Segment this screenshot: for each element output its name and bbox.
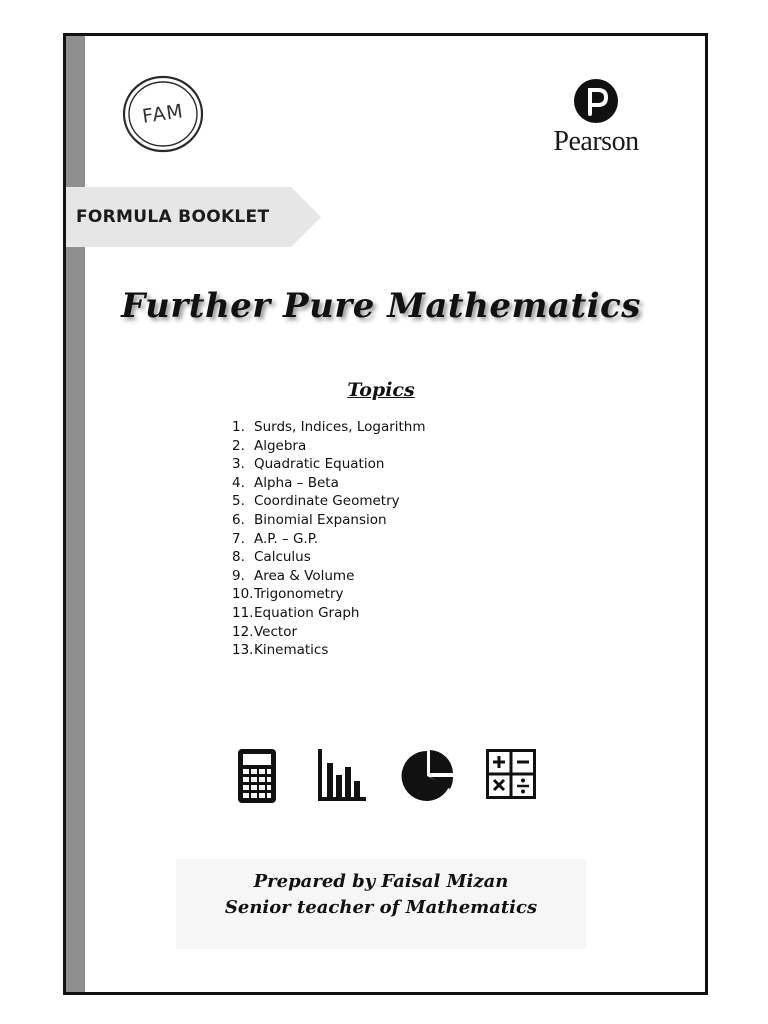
fam-logo-text: FAM bbox=[140, 100, 186, 128]
calculator-icon bbox=[238, 749, 276, 803]
list-item-label: Area & Volume bbox=[254, 567, 355, 584]
page-title: Further Pure Mathematics bbox=[121, 286, 641, 326]
list-item-number: 7. bbox=[232, 530, 245, 547]
list-item-number: 8. bbox=[232, 549, 245, 566]
list-item bbox=[232, 437, 492, 456]
list-item bbox=[232, 585, 492, 604]
pearson-logo bbox=[540, 78, 652, 168]
booklet-cover bbox=[63, 33, 708, 995]
list-item-label: Vector bbox=[254, 623, 298, 640]
pie-chart-icon bbox=[400, 749, 454, 803]
banner-label: FORMULA BOOKLET bbox=[76, 207, 270, 227]
list-item-label: Calculus bbox=[254, 549, 311, 566]
list-item-number: 12. bbox=[232, 623, 254, 640]
topics-heading: Topics bbox=[347, 379, 415, 401]
list-item-number: 10. bbox=[232, 586, 254, 603]
list-item bbox=[232, 641, 492, 660]
list-item-number: 1. bbox=[232, 419, 245, 435]
list-item bbox=[232, 492, 492, 511]
list-item bbox=[232, 455, 492, 474]
list-item-label: Algebra bbox=[254, 437, 307, 454]
math-icons-row bbox=[236, 749, 536, 807]
cover-spine bbox=[66, 36, 85, 992]
list-item bbox=[232, 567, 492, 586]
list-item bbox=[232, 418, 492, 437]
list-item-number: 11. bbox=[232, 604, 254, 621]
bar-chart-icon bbox=[318, 749, 366, 803]
author-role-line: Senior teacher of Mathematics bbox=[224, 897, 538, 918]
list-item-label: Equation Graph bbox=[254, 604, 360, 621]
list-item-number: 2. bbox=[232, 437, 245, 454]
list-item-label: Surds, Indices, Logarithm bbox=[254, 419, 426, 435]
pearson-wordmark: Pearson bbox=[553, 126, 639, 157]
list-item-label: Coordinate Geometry bbox=[254, 493, 400, 510]
list-item-label: A.P. – G.P. bbox=[254, 530, 319, 547]
author-line: Prepared by Faisal Mizan bbox=[253, 871, 509, 892]
list-item bbox=[232, 604, 492, 623]
list-item bbox=[232, 511, 492, 530]
list-item-label: Kinematics bbox=[254, 642, 329, 659]
list-item bbox=[232, 548, 492, 567]
list-item bbox=[232, 474, 492, 493]
list-item-number: 3. bbox=[232, 456, 245, 473]
math-operators-icon bbox=[486, 749, 536, 799]
fam-logo bbox=[121, 74, 205, 154]
list-item-number: 13. bbox=[232, 642, 254, 659]
list-item-label: Trigonometry bbox=[254, 586, 344, 603]
list-item bbox=[232, 530, 492, 549]
pearson-p-icon bbox=[573, 78, 619, 124]
list-item bbox=[232, 623, 492, 642]
list-item-label: Quadratic Equation bbox=[254, 456, 385, 473]
list-item-number: 5. bbox=[232, 493, 245, 510]
author-footer bbox=[176, 859, 586, 949]
topics-list bbox=[232, 418, 492, 660]
list-item-number: 4. bbox=[232, 474, 245, 491]
list-item-number: 6. bbox=[232, 511, 245, 528]
list-item-label: Binomial Expansion bbox=[254, 511, 387, 528]
formula-booklet-banner bbox=[66, 187, 321, 247]
list-item-number: 9. bbox=[232, 567, 245, 584]
list-item-label: Alpha – Beta bbox=[254, 474, 339, 491]
